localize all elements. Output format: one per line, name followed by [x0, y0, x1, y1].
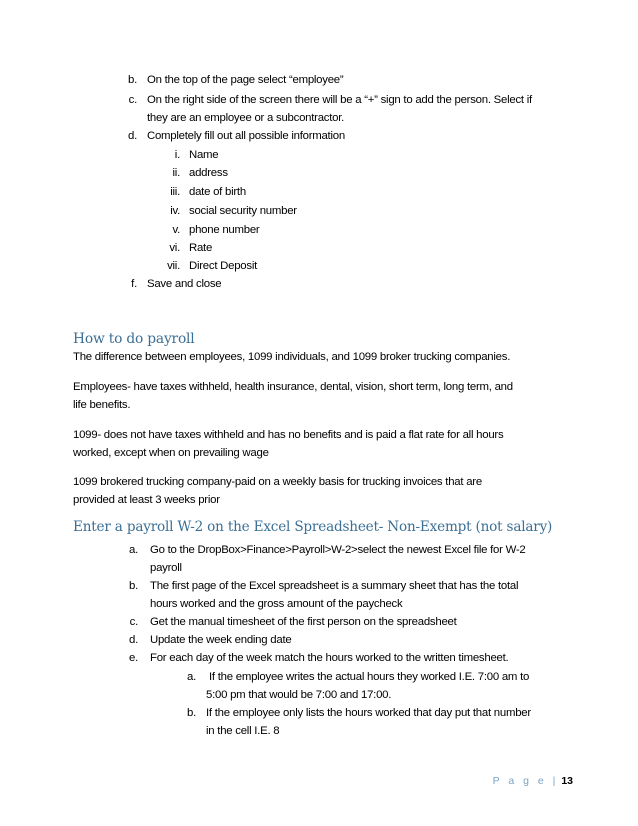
roman-text: Direct Deposit — [189, 260, 258, 272]
page-label: P a g e — [492, 775, 547, 787]
list-marker: a. — [129, 544, 138, 556]
list-text-continuation: they are an employee or a subcontractor. — [147, 112, 345, 124]
roman-text: Name — [189, 149, 219, 161]
list-marker: b. — [129, 580, 138, 592]
paragraph-text: life benefits. — [73, 399, 131, 411]
list-text: If the employee writes the actual hours they worked I.E. 7:00 am to — [209, 671, 530, 683]
list-text: For each day of the week match the hours worked to the written timesheet. — [150, 652, 509, 664]
footer-separator: | — [552, 775, 556, 787]
paragraph-text: worked, except when on prevailing wage — [73, 447, 269, 459]
paragraph-text: The difference between employees, 1099 individuals, and 1099 broker trucking companies. — [73, 351, 511, 363]
roman-text: phone number — [189, 224, 260, 236]
paragraph-text: 1099- does not have taxes withheld and has no benefits and is paid a flat rate for all hours — [73, 429, 504, 441]
roman-text: social security number — [189, 205, 297, 217]
list-text: Update the week ending date — [150, 634, 292, 646]
paragraph-text: Employees- have taxes withheld, health insurance, dental, vision, short term, long term, and — [73, 381, 513, 393]
roman-text: date of birth — [189, 186, 246, 198]
list-text: Go to the DropBox>Finance>Payroll>W-2>select the newest Excel file for W-2 — [150, 544, 526, 556]
roman-marker: vi. — [169, 242, 180, 254]
list-marker: b. — [187, 707, 196, 719]
list-text-continuation: hours worked and the gross amount of the paycheck — [150, 598, 403, 610]
list-marker: c. — [129, 616, 138, 628]
list-text: Completely fill out all possible information — [147, 130, 345, 142]
list-text: On the top of the page select “employee” — [147, 74, 344, 86]
list-text-continuation: payroll — [150, 562, 182, 574]
list-text: Save and close — [147, 278, 222, 290]
roman-text: Rate — [189, 242, 213, 254]
roman-marker: ii. — [172, 167, 180, 179]
paragraph-text: provided at least 3 weeks prior — [73, 494, 220, 506]
roman-marker: i. — [174, 149, 180, 161]
list-marker: c. — [128, 94, 137, 106]
section-heading: Enter a payroll W-2 on the Excel Spreadsheet- Non-Exempt (not salary) — [73, 519, 553, 535]
roman-marker: iii. — [170, 186, 180, 198]
list-text: The first page of the Excel spreadsheet is a summary sheet that has the total — [150, 580, 519, 592]
list-text-continuation: in the cell I.E. 8 — [206, 725, 280, 737]
list-marker: b. — [128, 74, 137, 86]
roman-marker: iv. — [170, 205, 180, 217]
section-heading: How to do payroll — [73, 331, 195, 347]
list-marker: d. — [129, 634, 138, 646]
page-footer — [493, 775, 573, 787]
paragraph-text: 1099 brokered trucking company-paid on a weekly basis for trucking invoices that are — [73, 476, 482, 488]
list-text-continuation: 5:00 pm that would be 7:00 and 17:00. — [206, 689, 392, 701]
list-text: On the right side of the screen there will be a “+” sign to add the person. Select if — [147, 94, 532, 106]
list-marker: d. — [128, 130, 137, 142]
list-marker: a. — [187, 671, 196, 683]
list-marker: f. — [131, 278, 137, 290]
list-text: Get the manual timesheet of the first person on the spreadsheet — [150, 616, 457, 628]
list-text: If the employee only lists the hours worked that day put that number — [206, 707, 531, 719]
roman-text: address — [189, 167, 228, 179]
list-marker: e. — [129, 652, 138, 664]
roman-marker: vii. — [167, 260, 180, 272]
page-number: 13 — [561, 775, 573, 787]
roman-marker: v. — [172, 224, 180, 236]
